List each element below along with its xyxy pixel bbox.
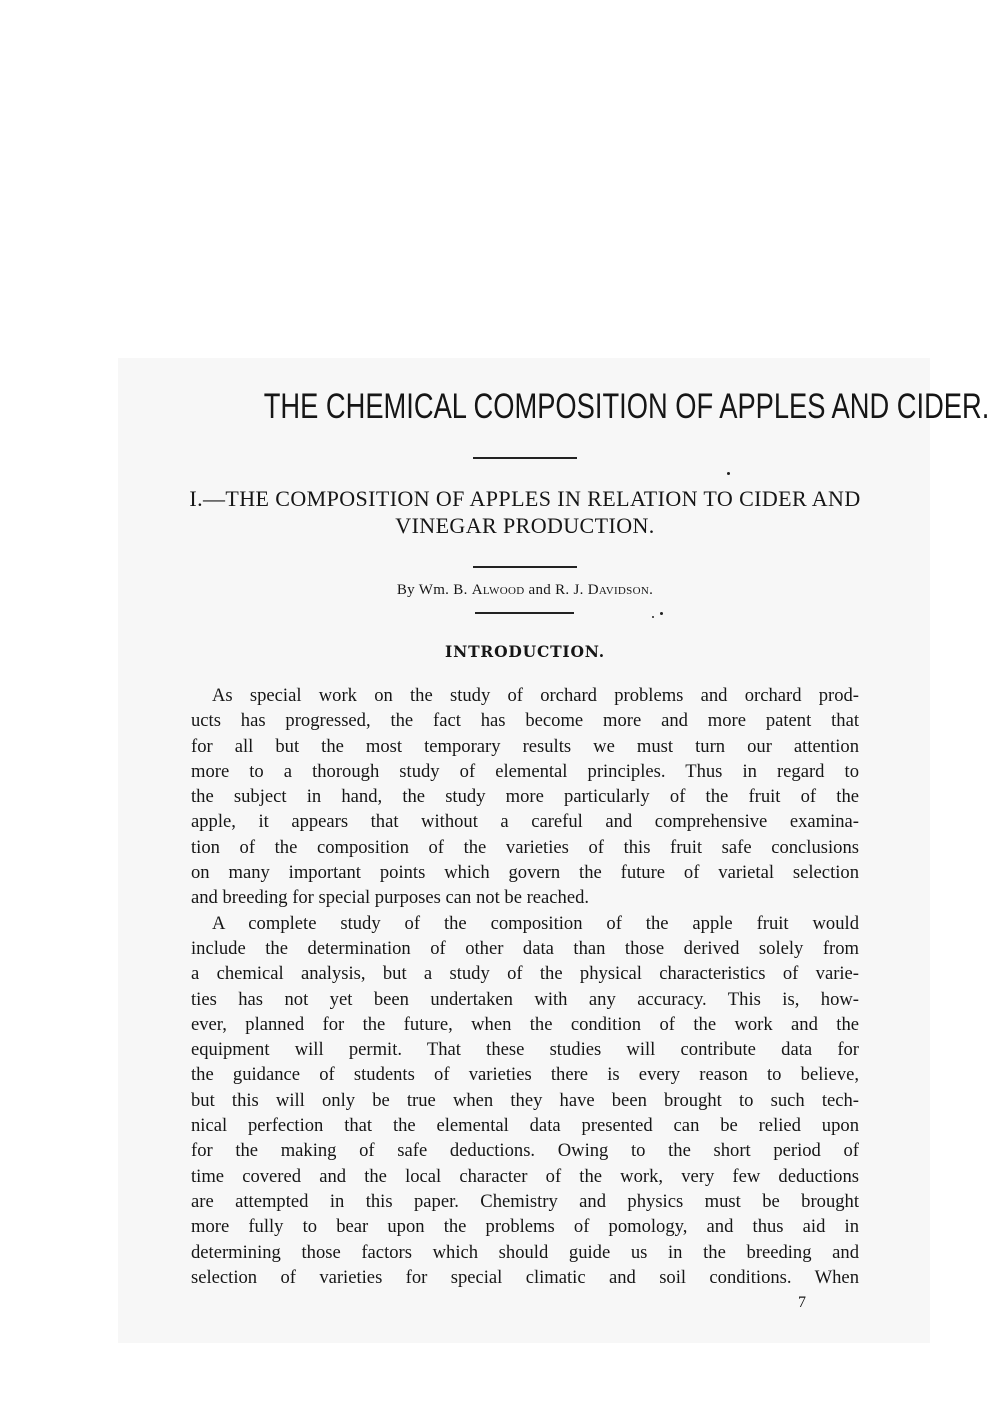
paragraph-line: for the making of safe deductions. Owing to the short period of xyxy=(191,1140,859,1162)
main-title: THE CHEMICAL COMPOSITION OF APPLES AND CIDER. xyxy=(263,387,990,426)
author-surname: Davidson. xyxy=(587,582,654,598)
section-divider xyxy=(473,566,577,568)
paragraph-line: ever, planned for the future, when the condition of the work and the xyxy=(191,1013,859,1035)
paragraph-line: determining those factors which should guide us in the breeding and xyxy=(191,1241,859,1263)
paragraph-line: ties has not yet been undertaken with any accuracy. This is, how- xyxy=(191,988,859,1010)
author-initials: R. J. xyxy=(555,582,588,598)
paragraph-line: A complete study of the composition of the apple fruit would xyxy=(212,912,859,934)
title-divider xyxy=(473,457,577,459)
paragraph-line: time covered and the local character of the work, very few deductions xyxy=(191,1165,859,1187)
paragraph-line: equipment will permit. That these studies will contribute data for xyxy=(191,1039,859,1061)
paragraph-line: apple, it appears that without a careful and comprehensive examina- xyxy=(191,811,859,833)
author-initials: Wm. B. xyxy=(418,582,472,598)
paragraph-line: more to a thorough study of elemental principles. Thus in regard to xyxy=(191,760,859,782)
paragraph-line: As special work on the study of orchard problems and orchard prod- xyxy=(212,685,859,706)
paragraph-line: ucts has progressed, the fact has become more and more patent that xyxy=(191,710,859,732)
paragraph-line: include the determination of other data than those derived solely from xyxy=(191,937,859,959)
print-speck xyxy=(660,612,663,615)
byline xyxy=(190,582,860,599)
paragraph-line: for all but the most temporary results we must turn our attention xyxy=(191,735,859,757)
paragraph-line: selection of varieties for special climatic and soil conditions. When xyxy=(191,1266,859,1288)
paragraph-line: on many important points which govern the future of varietal selection xyxy=(191,862,859,884)
paragraph-line: more fully to bear upon the problems of pomology, and thus aid in xyxy=(191,1216,859,1238)
paragraph-line: and breeding for special purposes can not be reached. xyxy=(191,887,590,909)
page-number: 7 xyxy=(798,1294,806,1311)
byline-prefix: By xyxy=(396,582,419,598)
paragraph-line: the subject in hand, the study more particularly of the fruit of the xyxy=(191,786,859,808)
author-surname: Alwood xyxy=(471,582,525,598)
paragraph-line: the guidance of students of varieties there is every reason to believe, xyxy=(191,1064,859,1086)
paragraph-line: but this will only be true when they have been brought to such tech- xyxy=(191,1089,859,1111)
paragraph-line: a chemical analysis, but a study of the physical characteristics of varie- xyxy=(191,963,859,985)
print-speck xyxy=(652,616,654,618)
section-title-line: VINEGAR PRODUCTION. xyxy=(395,513,655,538)
paragraph-line: are attempted in this paper. Chemistry and physics must be brought xyxy=(191,1190,859,1212)
byline-connector: and xyxy=(524,582,556,598)
paragraph-line: tion of the composition of the varieties of this fruit safe conclusions xyxy=(191,836,859,858)
introduction-heading: INTRODUCTION. xyxy=(445,642,605,661)
body-text xyxy=(191,683,859,1290)
section-title xyxy=(170,485,880,539)
section-title-line: I.—THE COMPOSITION OF APPLES IN RELATION TO CIDER AND xyxy=(189,486,861,511)
print-speck xyxy=(727,472,730,475)
paragraph-line: nical perfection that the elemental data presented can be relied upon xyxy=(191,1115,859,1137)
byline-divider xyxy=(475,612,574,614)
